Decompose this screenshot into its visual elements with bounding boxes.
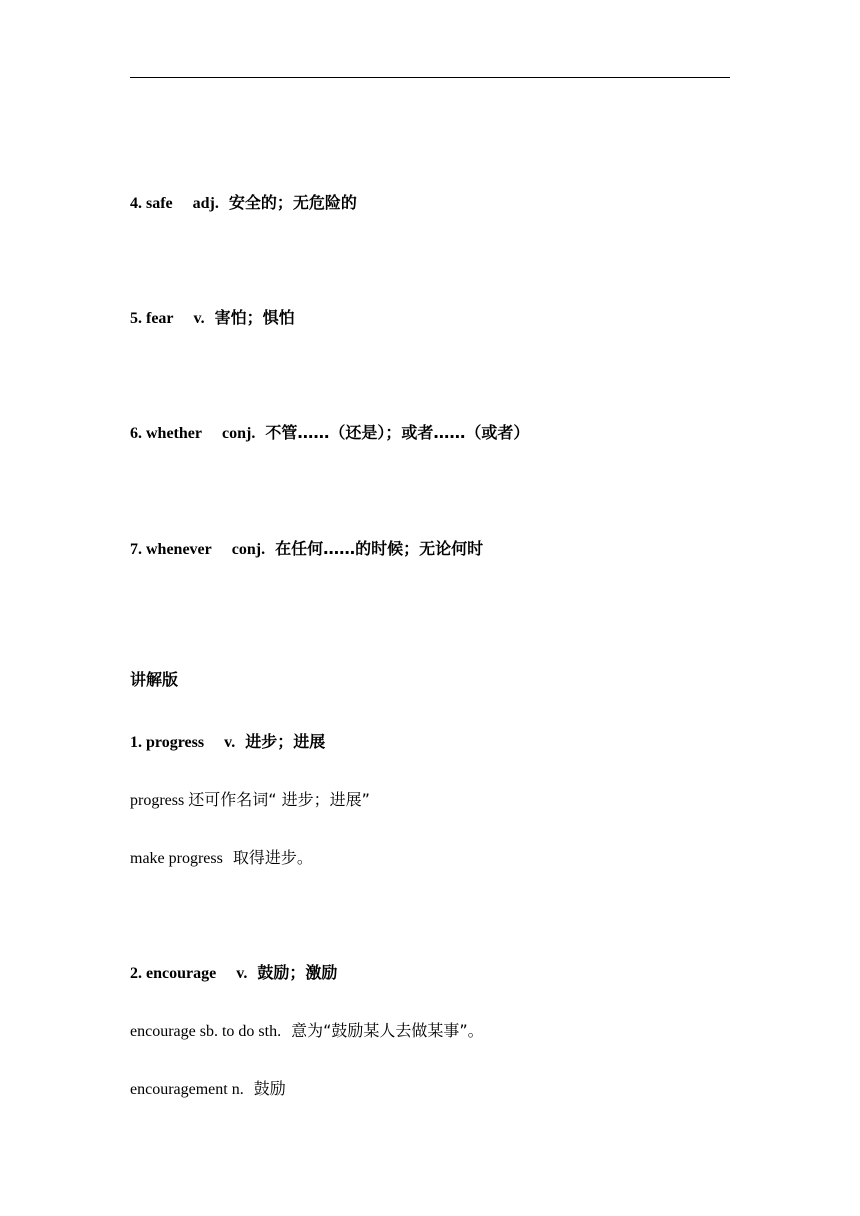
entry-pos: v.: [236, 965, 248, 982]
entry-word: encourage: [146, 965, 217, 982]
section-title: 讲解版: [130, 670, 179, 689]
note-cn: 取得进步。: [232, 848, 313, 867]
note-line: [130, 790, 370, 811]
entry-pos: adj.: [192, 195, 219, 212]
note-line: [130, 1079, 286, 1100]
vocab-entry-safe: [130, 193, 357, 214]
entry-meaning: 害怕；惧怕: [214, 308, 295, 327]
entry-number: 4.: [130, 195, 142, 212]
entry-word: whether: [146, 425, 202, 442]
note-en: make progress: [130, 850, 223, 867]
entry-number: 6.: [130, 425, 142, 442]
note-cn: 鼓励: [253, 1079, 286, 1098]
entry-word: safe: [146, 195, 173, 212]
note-line: [130, 848, 313, 869]
entry-meaning: 不管……（还是）；或者……（或者）: [265, 423, 530, 442]
entry-number: 5.: [130, 310, 142, 327]
note-en: encouragement n.: [130, 1081, 244, 1098]
explained-entry-progress: [130, 732, 325, 753]
entry-number: 1.: [130, 734, 142, 751]
entry-number: 7.: [130, 541, 142, 558]
vocab-entry-fear: [130, 308, 295, 329]
entry-word: progress: [146, 734, 205, 751]
note-en: progress: [130, 792, 185, 809]
entry-meaning: 安全的；无危险的: [228, 193, 357, 212]
entry-pos: v.: [224, 734, 236, 751]
note-en: encourage sb. to do sth.: [130, 1023, 282, 1040]
entry-pos: conj.: [231, 541, 266, 558]
explained-entry-encourage: [130, 963, 337, 984]
vocab-entry-whenever: [130, 539, 483, 560]
entry-word: fear: [146, 310, 174, 327]
note-cn: 还可作名词“ 进步；进展”: [188, 790, 370, 809]
entry-number: 2.: [130, 965, 142, 982]
entry-pos: conj.: [221, 425, 256, 442]
note-cn: 意为“鼓励某人去做某事”。: [291, 1021, 484, 1040]
entry-meaning: 在任何……的时候；无论何时: [275, 539, 484, 558]
entry-meaning: 进步；进展: [245, 732, 326, 751]
entry-word: whenever: [146, 541, 212, 558]
entry-meaning: 鼓励；激励: [257, 963, 338, 982]
vocab-entry-whether: [130, 423, 529, 444]
entry-pos: v.: [193, 310, 205, 327]
note-line: [130, 1021, 484, 1042]
header-rule: [130, 77, 730, 78]
